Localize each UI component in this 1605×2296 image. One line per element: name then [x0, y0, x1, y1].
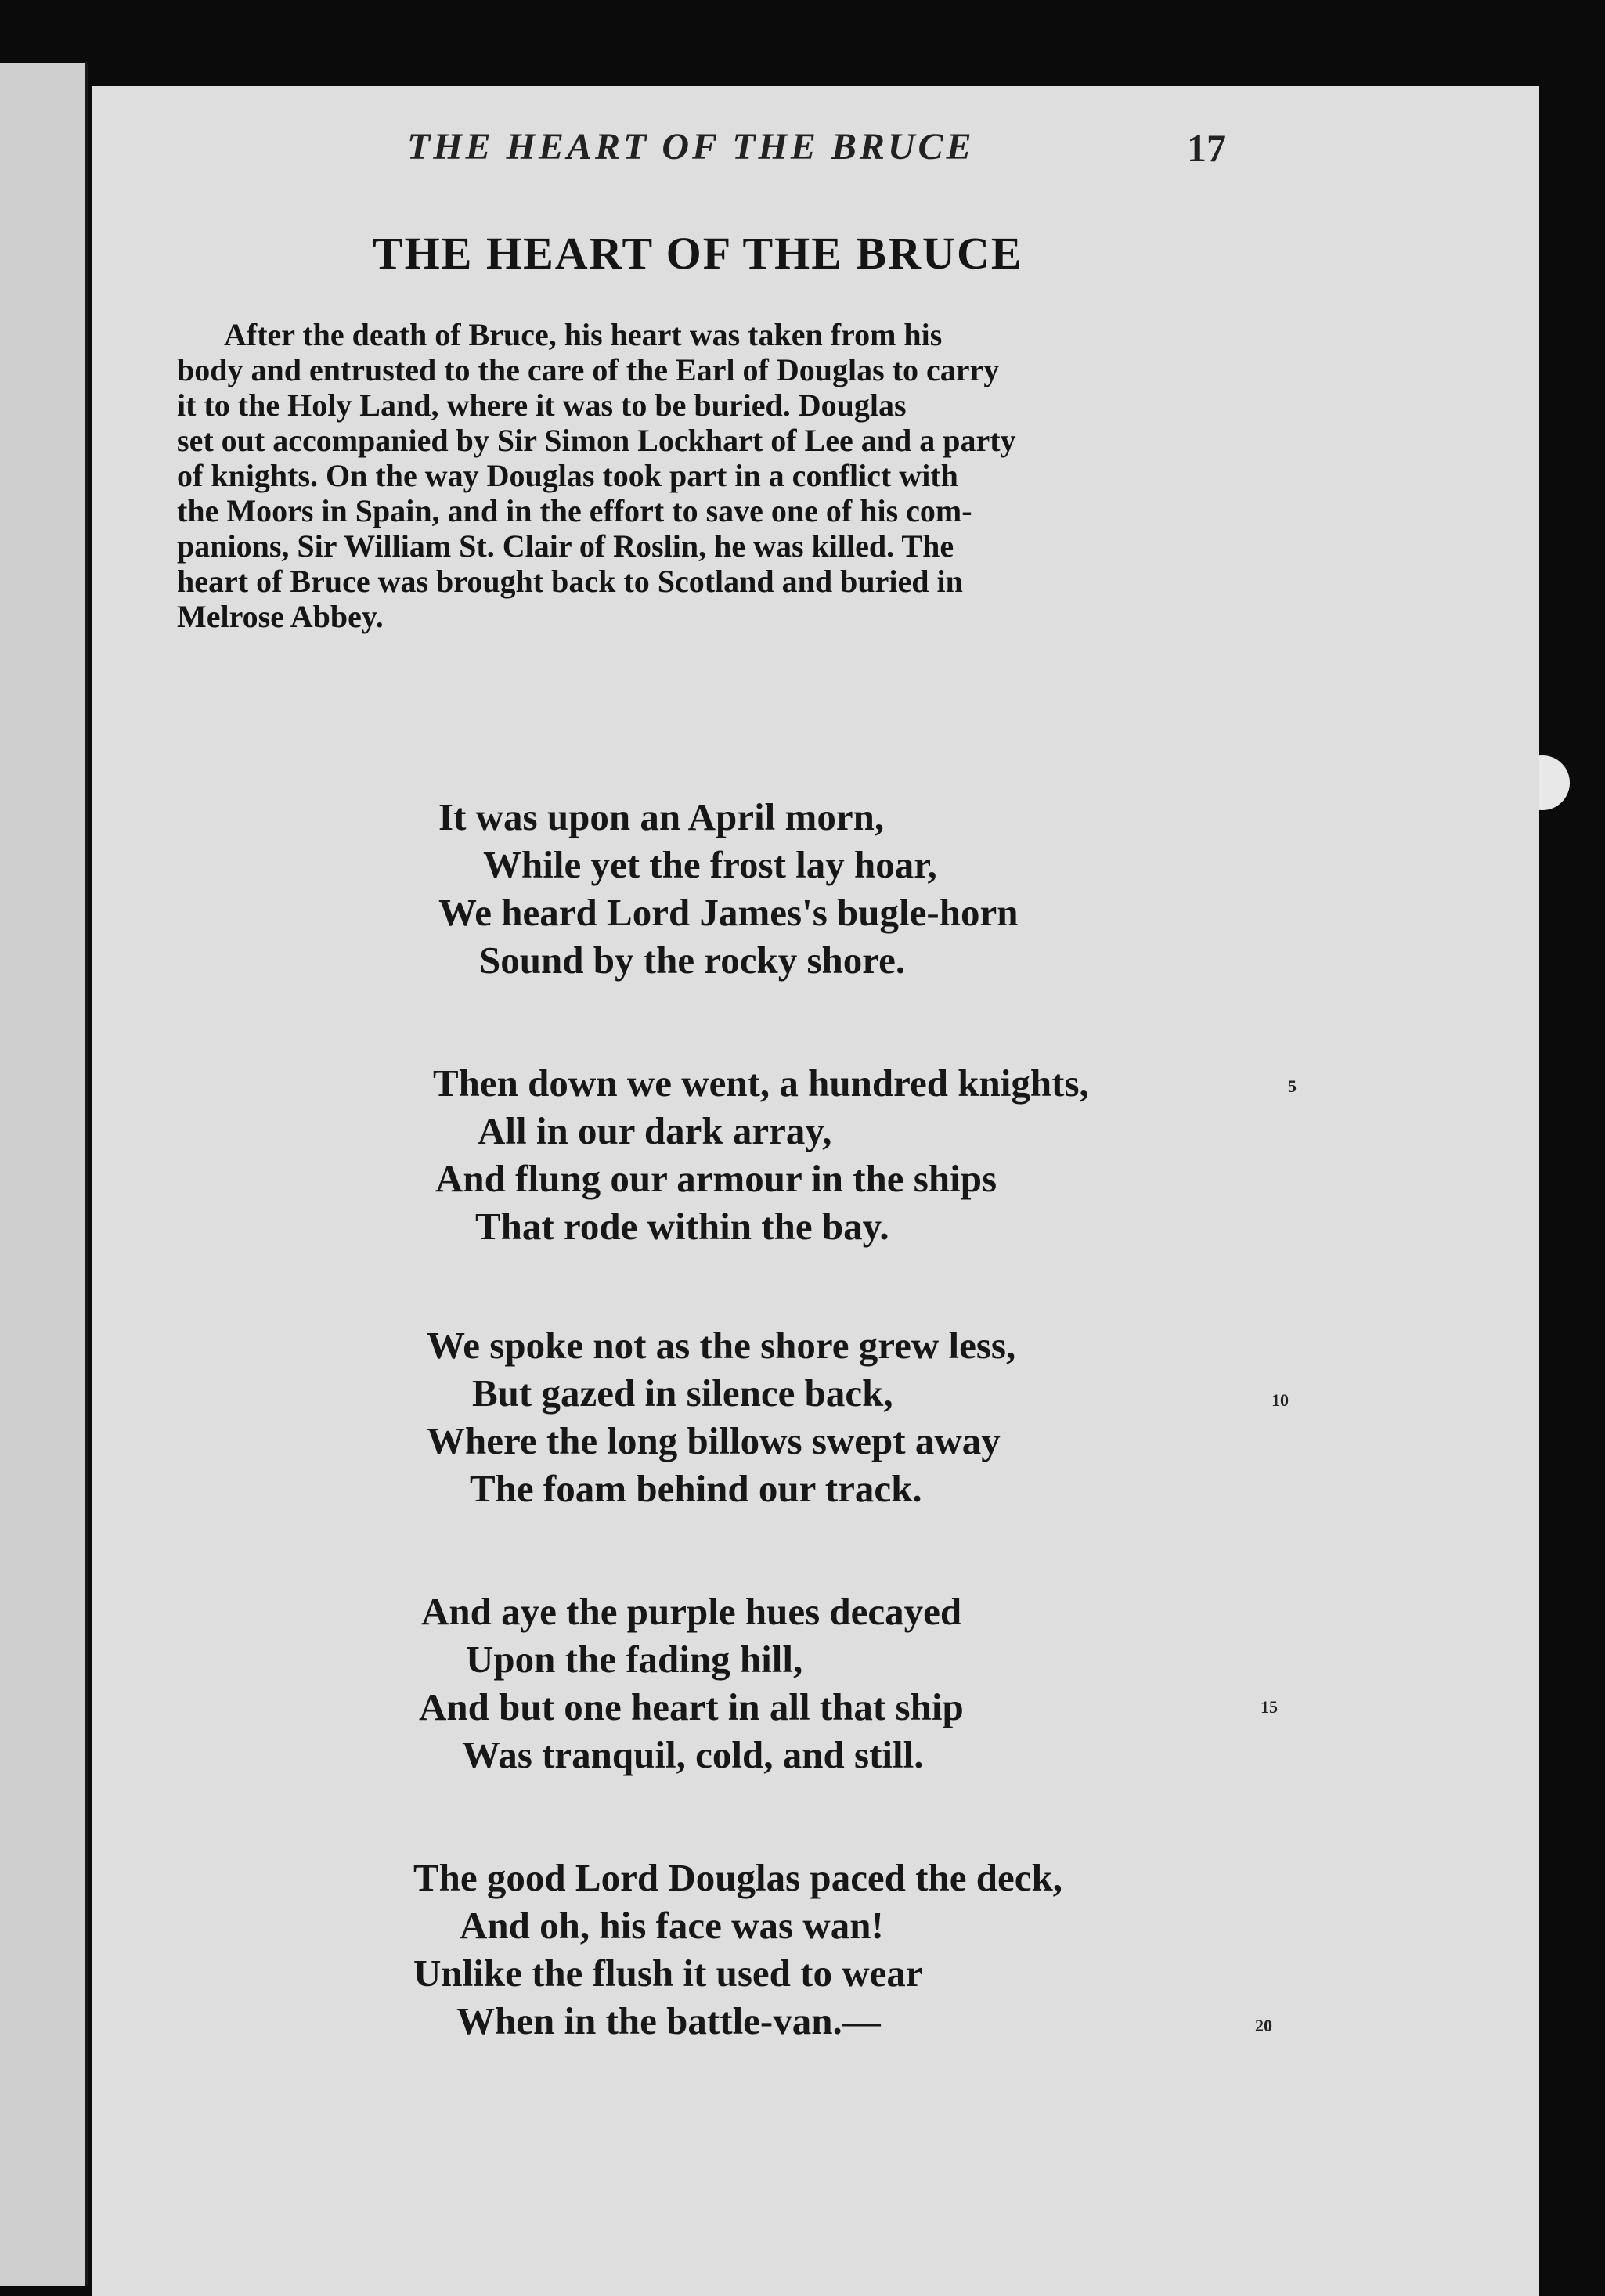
verse-line: Then down we went, a hundred knights, — [433, 1061, 1089, 1105]
poem-title: THE HEART OF THE BRUCE — [373, 228, 1023, 279]
verse-line: And aye the purple hues decayed — [421, 1590, 962, 1633]
intro-line: panions, Sir William St. Clair of Roslin, he was killed. The — [177, 528, 954, 564]
intro-line: of knights. On the way Douglas took part in a conflict with — [177, 458, 958, 493]
verse-line: When in the battle-van.— — [456, 1999, 881, 2042]
verse-line: Unlike the flush it used to wear — [413, 1952, 923, 1995]
intro-line: Melrose Abbey. — [177, 599, 384, 634]
verse-line: That rode within the bay. — [475, 1205, 889, 1248]
verse-line: We heard Lord James's bugle-horn — [438, 891, 1019, 934]
verse-line: All in our dark array, — [478, 1109, 832, 1152]
line-number: 5 — [1288, 1076, 1297, 1096]
verse-line: It was upon an April morn, — [438, 795, 885, 838]
page-number: 17 — [1187, 126, 1226, 170]
line-number: 15 — [1261, 1697, 1278, 1717]
intro-line: the Moors in Spain, and in the effort to save one of his com- — [177, 493, 972, 528]
verse-line: And flung our armour in the ships — [435, 1157, 997, 1200]
verse-line: The foam behind our track. — [470, 1467, 922, 1510]
verse-line: While yet the frost lay hoar, — [483, 843, 937, 886]
verse-line: We spoke not as the shore grew less, — [427, 1324, 1016, 1367]
line-number: 10 — [1271, 1390, 1289, 1410]
intro-line: it to the Holy Land, where it was to be buried. Douglas — [177, 387, 907, 423]
running-head: THE HEART OF THE BRUCE — [407, 126, 975, 168]
verse-line: But gazed in silence back, — [472, 1371, 893, 1415]
verse-line: And but one heart in all that ship — [419, 1685, 964, 1728]
verse-line: Where the long billows swept away — [427, 1419, 1001, 1462]
line-number: 20 — [1255, 2016, 1272, 2035]
intro-line: set out accompanied by Sir Simon Lockhart of Lee and a party — [177, 423, 1016, 458]
intro-line: body and entrusted to the care of the Earl of Douglas to carry — [177, 352, 1000, 387]
intro-line: After the death of Bruce, his heart was taken from his — [224, 317, 943, 352]
intro-paragraph — [177, 317, 1218, 634]
verse-line: Upon the fading hill, — [466, 1638, 803, 1681]
verse-line: Was tranquil, cold, and still. — [462, 1733, 924, 1776]
verse-line: Sound by the rocky shore. — [479, 939, 906, 982]
verse-line: The good Lord Douglas paced the deck, — [413, 1856, 1063, 1899]
intro-line: heart of Bruce was brought back to Scotland and buried in — [177, 564, 963, 599]
verse-line: And oh, his face was wan! — [460, 1904, 884, 1947]
